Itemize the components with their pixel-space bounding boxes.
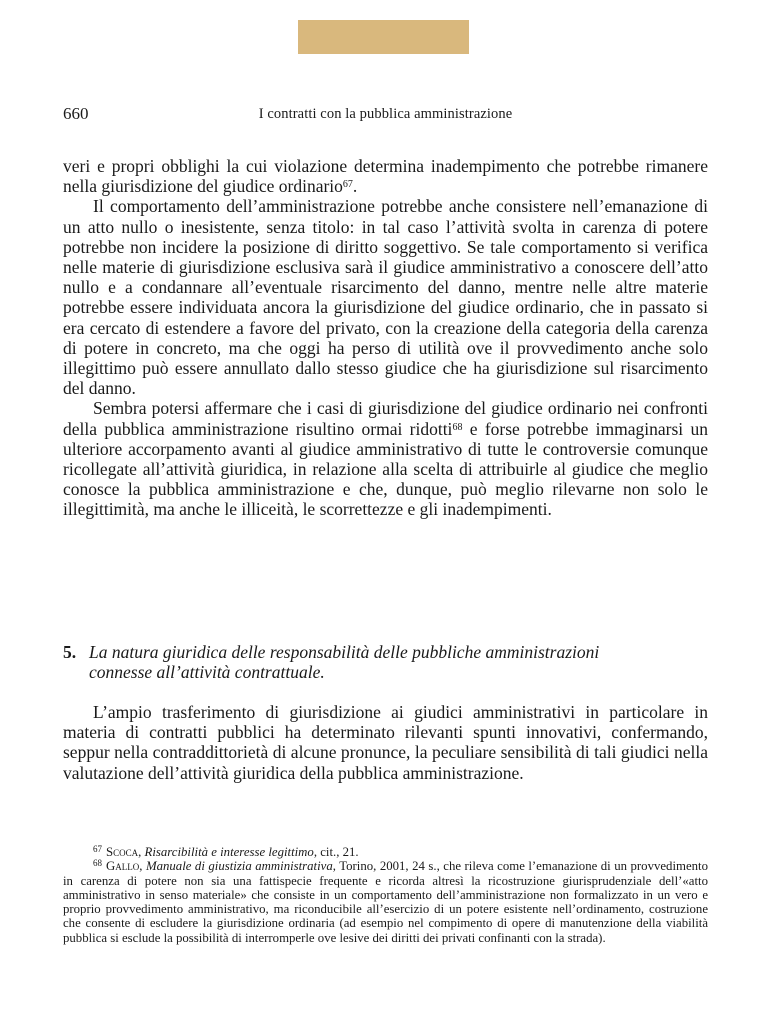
footnote-67-title: Risarcibilità e interesse legittimo bbox=[144, 845, 314, 859]
paragraph-3-end: e forse potrebbe immaginarsi un ulteriore accorpamento avanti al giudice amministrativo di tutte le controversie comunque ricollegate all’attività giuridica, in relazione alla scelta di attribuirle al giudice che meglio conosce la pubblica amministrazione e che, dunque, può meglio rilevarne non solo le illegittimità, ma anche le illiceità, le scorrettezze e gli inadempimenti. bbox=[63, 418, 708, 520]
paragraph-3-start: Sembra potersi affermare che i casi di giurisdizione del giudice ordinario nei confronti della pubblica amministrazione risultino ormai ridotti bbox=[63, 398, 708, 439]
footnote-68-number: 68 bbox=[93, 858, 102, 869]
main-text bbox=[63, 156, 708, 520]
footnote-ref-68[interactable]: 68 bbox=[452, 421, 463, 433]
paragraph-3 bbox=[63, 398, 708, 519]
section-title-line-1: La natura giuridica delle responsabilità delle pubbliche amministrazioni bbox=[89, 642, 600, 662]
section-title-line-2: connesse all’attività contrattuale. bbox=[89, 662, 325, 683]
section-number: 5. bbox=[63, 642, 77, 662]
paragraph-1-end: . bbox=[352, 176, 358, 197]
footnote-ref-67[interactable]: 67 bbox=[342, 179, 353, 191]
page-number: 660 bbox=[63, 104, 89, 123]
section-heading bbox=[63, 642, 708, 682]
color-tab bbox=[298, 20, 469, 54]
footnote-68-title: Manuale di giustizia amministrativa bbox=[145, 859, 333, 874]
running-title: I contratti con la pubblica amministrazione bbox=[258, 106, 513, 122]
section-paragraph: L’ampio trasferimento di giurisdizione ai giudici amministrativi in particolare in materia di contratti pubblici ha determinato rilevanti spunti innovativi, confermando, seppur nella contraddittorietà di alcune pronunce, la peculiare sensibilità di tali giudici nella valutazione dell’attività giuridica della pubblica amministrazione. bbox=[63, 702, 708, 783]
section-body bbox=[63, 702, 708, 783]
paragraph-1-text: veri e propri obblighi la cui violazione determina inadempimento che potrebbe rimanere nella giurisdizione del giudice ordinario bbox=[63, 156, 708, 197]
paragraph-1 bbox=[63, 156, 708, 196]
footnotes bbox=[63, 845, 708, 945]
footnote-67-rest: , cit., 21. bbox=[313, 845, 359, 859]
footnote-67: $^{67}$ Scoca, Risarcibilità e interesse legittimo, cit., 21. bbox=[93, 844, 359, 859]
footnote-68: $^{68}$ Gallo, Manuale di giustizia amministrativa, Torino, 2001, 24 s., che rileva come l’emanazione di un provvedimento in carenza di potere non sia una fattispecie frequente e ricorda altresì la ricostruzione giurisprudenziale dell’«atto amministrativo in senso materiale» che consiste in un comportamento dell’amministrazione non formalizzato in un vero e proprio provvedimento amministrativo, ma riconducibile all’esercizio di un potere esistente nell’ordinamento, costruzione che consente di escludere la giurisdizione ordinaria (ad esempio nel compimento di opere di manutenzione della viabilità pubblica si esclude la possibilità di interromperle ove lesive dei diritti dei privati confinanti con la strada). bbox=[63, 858, 708, 945]
footnote-67-author: Scoca bbox=[106, 845, 139, 859]
footnote-68-rest: , Torino, 2001, 24 s., che rileva come l’emanazione di un provvedimento in carenza di potere non sia una fattispecie frequente e ricorda altresì la ricostruzione giurisprudenziale dell’«atto amministrativo in senso materiale» che consiste in un comportamento dell’amministrazione non formalizzato in un vero e proprio provvedimento amministrativo, ma riconducibile all’esercizio di un potere esistente nell’ordinamento, costruzione che consente di escludere la giurisdizione ordinaria (ad esempio nel compimento di opere di manutenzione della viabilità pubblica si esclude la possibilità di interromperle ove lesive dei diritti dei privati confinanti con la strada). bbox=[63, 859, 708, 945]
paragraph-2: Il comportamento dell’amministrazione potrebbe anche consistere nell’emanazione di un atto nullo o inesistente, senza titolo: in tal caso l’attività svolta in carenza di potere potrebbe non incidere la posizione di diritto soggettivo. Se tale comportamento si verifica nelle materie di giurisdizione esclusiva sarà il giudice amministrativo a conoscere dell’atto nullo e a condannare all’eventuale risarcimento del danno, mentre nelle altre materie potrebbe essere individuata ancora la giurisdizione del giudice ordinario, che in passato si era cercato di estendere a favore del privato, con la creazione della categoria della carenza di potere in concreto, ma che oggi ha perso di utilità ove il provvedimento anche solo illegittimo può essere annullato dallo stesso giudice che ha giurisdizione sul risarcimento del danno. bbox=[63, 196, 708, 399]
footnote-68-author: Gallo bbox=[106, 859, 140, 874]
footnote-67-number: 67 bbox=[93, 844, 102, 854]
